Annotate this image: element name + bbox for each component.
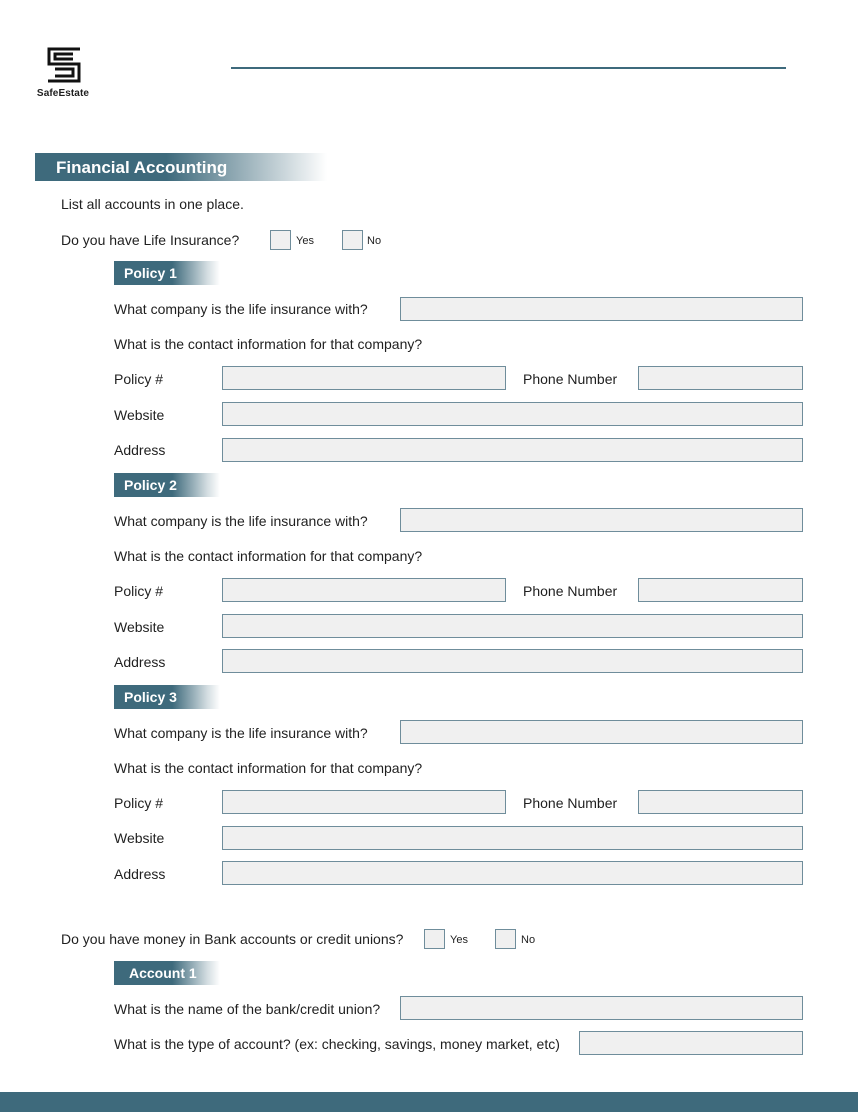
policy-3-address-field[interactable] — [222, 861, 803, 885]
policy-number-label: Policy # — [114, 583, 164, 599]
life-insurance-yes-label: Yes — [296, 235, 314, 247]
life-insurance-yes-checkbox[interactable] — [270, 230, 291, 250]
brand-name: SafeEstate — [36, 88, 90, 99]
policy-3-website-field[interactable] — [222, 826, 803, 850]
account-1-banner — [114, 961, 220, 985]
policy-2-number-field[interactable] — [222, 578, 506, 602]
section-title: Financial Accounting — [56, 158, 228, 177]
account-1-type-field[interactable] — [579, 1031, 803, 1055]
policy-2-phone-field[interactable] — [638, 578, 803, 602]
bank-yes-checkbox[interactable] — [424, 929, 445, 949]
account-title: Account 1 — [129, 965, 197, 981]
policy-title: Policy 3 — [124, 689, 177, 705]
policy-3-company-field[interactable] — [400, 720, 803, 744]
footer-bar — [0, 1092, 858, 1112]
policy-2-address-field[interactable] — [222, 649, 803, 673]
policy-number-label: Policy # — [114, 371, 164, 387]
bank-yes-label: Yes — [450, 934, 468, 946]
bank-name-question: What is the name of the bank/credit union? — [114, 1001, 381, 1017]
life-insurance-question: Do you have Life Insurance? — [61, 232, 240, 248]
policy-title: Policy 2 — [124, 477, 177, 493]
policy-title: Policy 1 — [124, 265, 177, 281]
policy-2-website-field[interactable] — [222, 614, 803, 638]
website-label: Website — [114, 830, 165, 846]
bank-accounts-question: Do you have money in Bank accounts or credit unions? — [61, 931, 404, 947]
contact-question: What is the contact information for that company? — [114, 548, 423, 564]
policy-3-phone-field[interactable] — [638, 790, 803, 814]
policy-1-phone-field[interactable] — [638, 366, 803, 390]
account-type-question: What is the type of account? (ex: checking, savings, money market, etc) — [114, 1036, 560, 1052]
account-1-bank-name-field[interactable] — [400, 996, 803, 1020]
bank-no-checkbox[interactable] — [495, 929, 516, 949]
phone-number-label: Phone Number — [523, 795, 618, 811]
company-question: What company is the life insurance with? — [114, 301, 368, 317]
section-intro: List all accounts in one place. — [61, 196, 244, 212]
life-insurance-no-checkbox[interactable] — [342, 230, 363, 250]
address-label: Address — [114, 866, 166, 882]
policy-1-number-field[interactable] — [222, 366, 506, 390]
phone-number-label: Phone Number — [523, 583, 618, 599]
safeestate-s-logo-icon — [46, 46, 82, 84]
contact-question: What is the contact information for that company? — [114, 336, 423, 352]
header-divider — [231, 67, 786, 69]
address-label: Address — [114, 654, 166, 670]
section-title-banner — [35, 153, 327, 181]
company-question: What company is the life insurance with? — [114, 513, 368, 529]
phone-number-label: Phone Number — [523, 371, 618, 387]
brand-logo — [22, 44, 104, 104]
policy-number-label: Policy # — [114, 795, 164, 811]
policy-1-website-field[interactable] — [222, 402, 803, 426]
policy-1-address-field[interactable] — [222, 438, 803, 462]
contact-question: What is the contact information for that company? — [114, 760, 423, 776]
policy-2-company-field[interactable] — [400, 508, 803, 532]
website-label: Website — [114, 619, 165, 635]
policy-1-company-field[interactable] — [400, 297, 803, 321]
address-label: Address — [114, 442, 166, 458]
policy-1-banner — [114, 261, 220, 285]
bank-no-label: No — [521, 934, 536, 946]
website-label: Website — [114, 407, 165, 423]
company-question: What company is the life insurance with? — [114, 725, 368, 741]
policy-3-number-field[interactable] — [222, 790, 506, 814]
policy-3-banner — [114, 685, 220, 709]
life-insurance-no-label: No — [367, 235, 382, 247]
policy-2-banner — [114, 473, 220, 497]
